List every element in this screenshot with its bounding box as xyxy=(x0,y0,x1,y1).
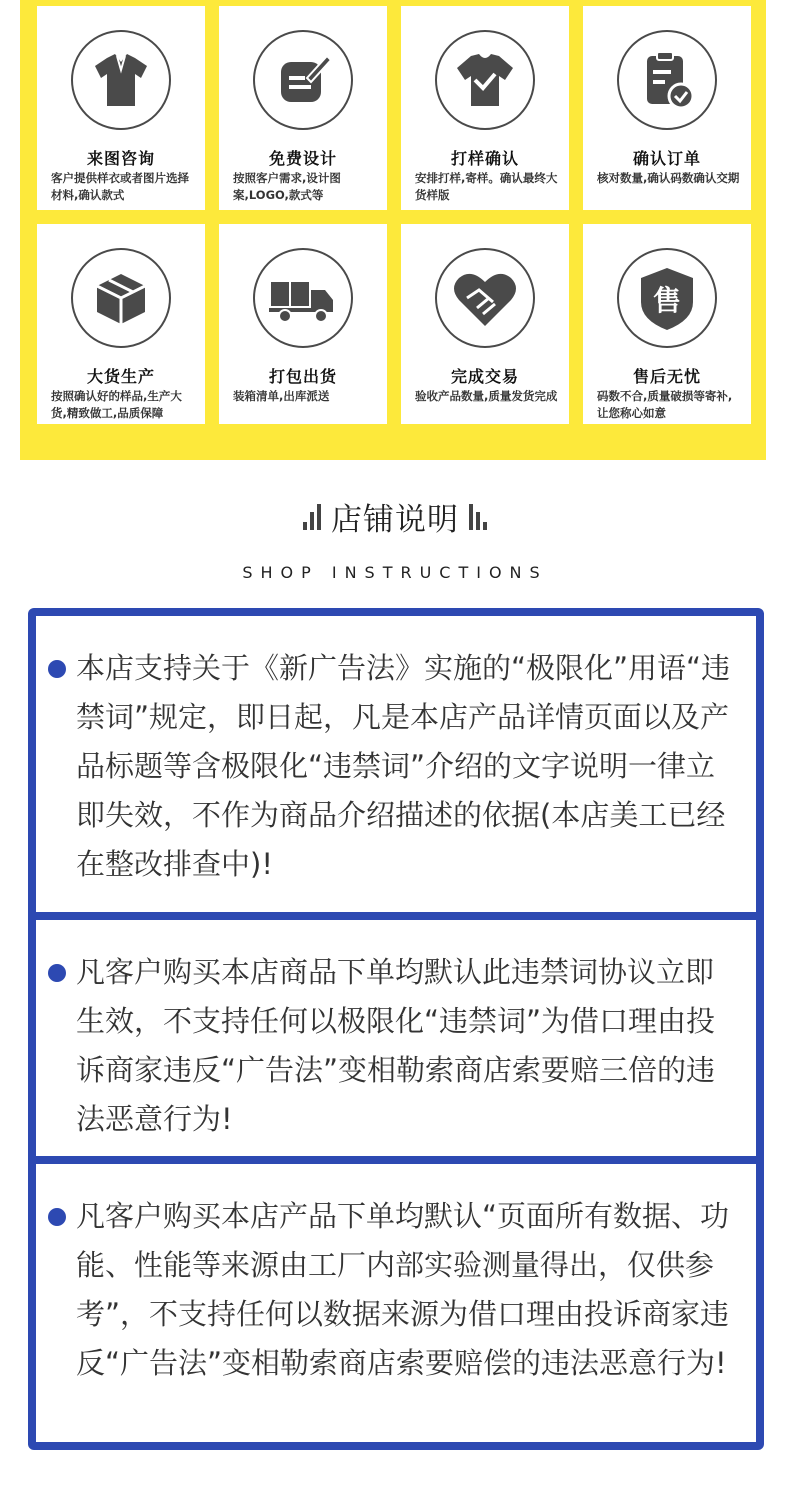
bullet-icon xyxy=(48,660,66,678)
notice-box xyxy=(36,920,756,1156)
step-desc: 核对数量,确认码数确认交期 xyxy=(597,171,740,185)
notice-box xyxy=(36,1164,756,1442)
step-card-production xyxy=(37,224,205,424)
truck-icon xyxy=(253,248,353,348)
clipboard-check-icon xyxy=(617,30,717,130)
bullet-icon xyxy=(48,1208,66,1226)
step-desc: 装箱清单,出库派送 xyxy=(233,389,330,403)
polo-shirt-icon xyxy=(71,30,171,130)
step-card-consult xyxy=(37,6,205,210)
step-desc: 验收产品数量,质量发货完成 xyxy=(415,389,558,403)
shield-after-sale-icon xyxy=(617,248,717,348)
step-card-complete xyxy=(401,224,569,424)
section-subtitle: SHOP INSTRUCTIONS xyxy=(242,563,548,582)
step-title: 打样确认 xyxy=(450,149,519,168)
notice-box xyxy=(36,616,756,912)
bars-right-icon xyxy=(469,504,487,530)
tshirt-check-icon xyxy=(435,30,535,130)
bullet-icon xyxy=(48,964,66,982)
after-sale-glyph: 售 xyxy=(652,284,682,317)
step-desc: 安排打样,寄样。确认最终大货样版 xyxy=(415,171,558,202)
notice-text: 凡客户购买本店产品下单均默认“页面所有数据、功能、性能等来源由工厂内部实验测量得出，仅供参考”，不支持任何以数据来源为借口理由投诉商家违反“广告法”变相勒索商店索要赔偿的违法恶意行为! xyxy=(76,1199,730,1380)
step-card-shipping xyxy=(219,224,387,424)
notice-text: 凡客户购买本店商品下单均默认此违禁词协议立即生效，不支持任何以极限化“违禁词”为借口理由投诉商家违反“广告法”变相勒索商店索要赔三倍的违法恶意行为! xyxy=(76,955,716,1136)
step-desc: 客户提供样衣或者图片选择材料,确认款式 xyxy=(51,171,189,202)
bars-left-icon xyxy=(303,504,321,530)
section-title: 店铺说明 xyxy=(331,502,459,538)
step-title: 免费设计 xyxy=(268,149,337,168)
step-title: 来图咨询 xyxy=(86,149,155,168)
step-title: 完成交易 xyxy=(450,367,519,386)
step-desc: 按照客户需求,设计图案,LOGO,款式等 xyxy=(233,171,341,202)
notice-panel xyxy=(28,608,764,1450)
step-desc: 码数不合,质量破损等寄补,让您称心如意 xyxy=(597,389,733,420)
process-panel xyxy=(20,0,766,460)
section-header xyxy=(0,494,790,582)
boxes-icon xyxy=(71,248,171,348)
step-title: 确认订单 xyxy=(632,149,701,168)
step-card-order xyxy=(583,6,751,210)
notice-text: 本店支持关于《新广告法》实施的“极限化”用语“违禁词”规定，即日起，凡是本店产品详情页面以及产品标题等含极限化“违禁词”介绍的文字说明一律立即失效，不作为商品介绍描述的依据(本店美工已经在整改排查中)! xyxy=(76,651,731,881)
step-card-design xyxy=(219,6,387,210)
step-card-sample xyxy=(401,6,569,210)
design-edit-icon xyxy=(253,30,353,130)
heart-handshake-icon xyxy=(435,248,535,348)
step-title: 打包出货 xyxy=(268,367,337,386)
step-desc: 按照确认好的样品,生产大货,精致做工,品质保障 xyxy=(51,389,182,420)
step-title: 售后无忧 xyxy=(632,367,701,386)
step-title: 大货生产 xyxy=(86,367,155,386)
step-card-aftersale xyxy=(583,224,751,424)
